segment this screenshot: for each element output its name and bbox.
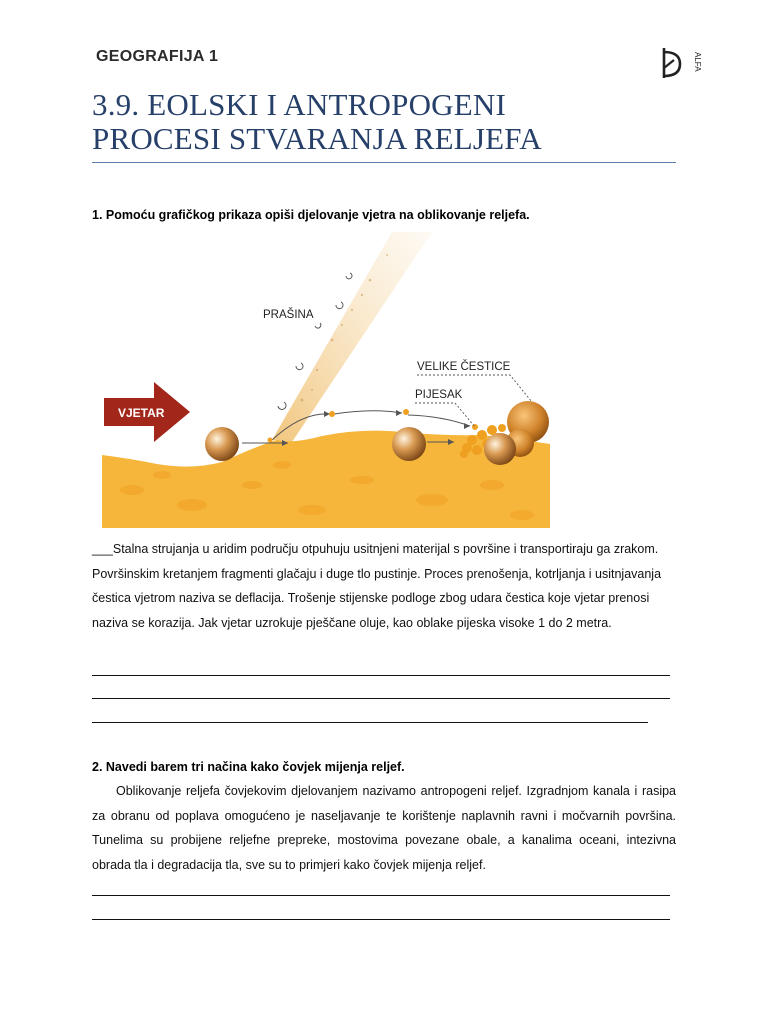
answer-line[interactable] (92, 919, 670, 920)
answer-text: Stalna strujanja u aridim području otpuhuju usitnjeni materijal s površine i transportiraju ga zrakom. Površinskim kretanjem fragmenti glačaju i duge tlo pustinje. Proces prenošenja, kotrljanja i usitnjavanja čestica vjetrom naziva se deflacija. Trošenje stijenske podloge zbog udara čestica koje vjetar prenosi naziva se korazija. Jak vjetar uzrokuje pješčane oluje, kao oblake pijeska visoke 1 do 2 metra. (92, 542, 662, 630)
answer-line[interactable] (92, 722, 648, 723)
wind-erosion-figure (102, 230, 552, 530)
question-1-prompt: 1. Pomoću grafičkog prikaza opiši djelovanje vjetra na oblikovanje reljefa. (92, 208, 530, 222)
answer-line[interactable] (92, 895, 670, 896)
page-title (92, 88, 692, 156)
header-subject: GEOGRAFIJA 1 (96, 48, 219, 65)
alfa-logo-icon (660, 46, 700, 86)
answer-blank: ___ (92, 542, 113, 556)
large-particle (484, 433, 516, 465)
title-line-2: PROCESI STVARANJA RELJEFA (92, 121, 543, 156)
answer-line[interactable] (92, 675, 670, 676)
publisher-logo (660, 46, 700, 86)
logo-text: ALFA (693, 52, 702, 72)
label-sand: PIJESAK (415, 389, 463, 401)
answer-line[interactable] (92, 698, 670, 699)
title-divider (92, 162, 676, 163)
rolling-particle (392, 427, 426, 461)
label-large-particles: VELIKE ČESTICE (417, 361, 511, 373)
question-2-answer: Oblikovanje reljefa čovjekovim djelovanjem nazivamo antropogeni reljef. Izgradnjom kanala i rasipa za obranu od poplava omogućeno je naseljavanje te korištenje naplavnih ravni i močvarnih površina. Tunelima su probijene reljefne prepreke, mostovima povezane obale, a kanalima oceani, intezivna obrada tla i degradacija tla, sve su to primjeri kako čovjek mijenja reljef. (92, 784, 676, 872)
label-wind: VJETAR (118, 406, 165, 420)
question-1-answer (92, 537, 672, 635)
rolling-particle (205, 427, 239, 461)
label-dust: PRAŠINA (263, 309, 314, 321)
question-2-prompt: 2. Navedi barem tri načina kako čovjek mijenja reljef. (92, 760, 405, 774)
title-line-1: 3.9. EOLSKI I ANTROPOGENI (92, 87, 507, 122)
